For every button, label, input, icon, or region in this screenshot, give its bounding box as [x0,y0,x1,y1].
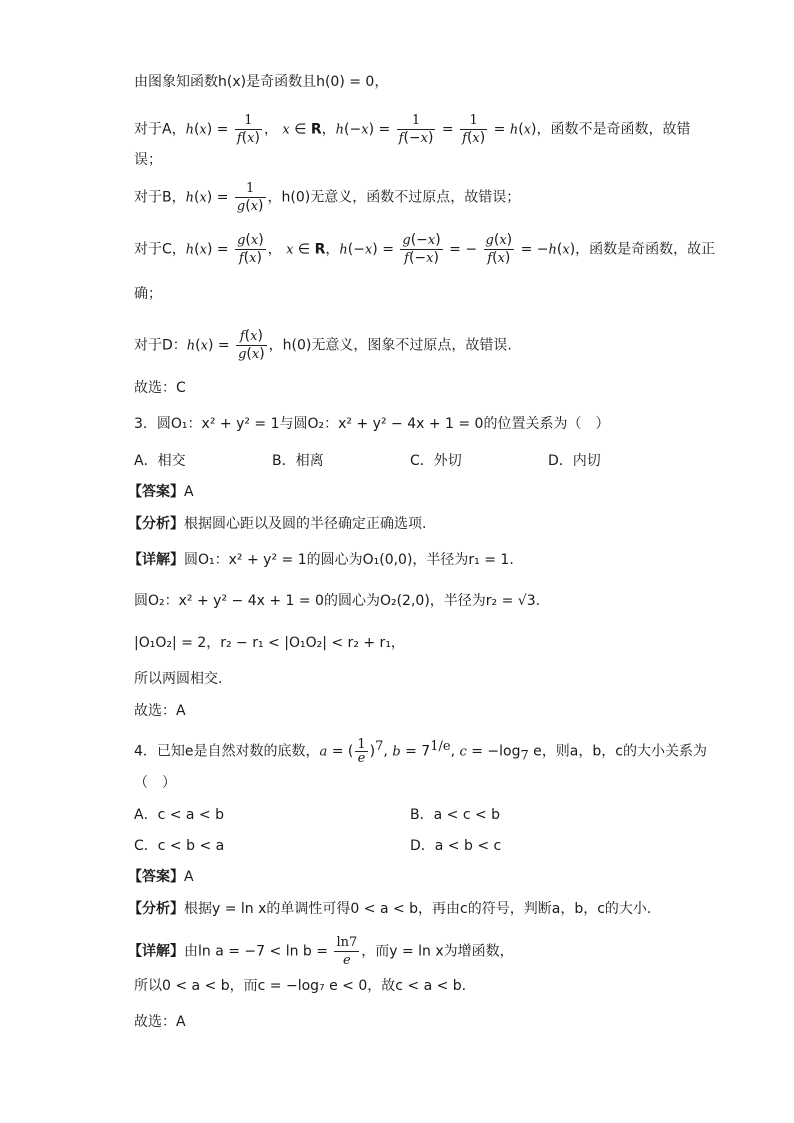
fraction: $\frac{g(x)}{f(x)}$ [485,232,513,266]
text-line: 故选：C [134,380,186,396]
q4-answer [128,867,754,887]
q4-option-c: C．c < b < a [134,838,225,854]
q4-option-a: A．c < a < b [134,807,225,823]
text-line: |O₁O₂| = 2，r₂ − r₁ < |O₁O₂| < r₂ + r₁， [134,635,405,651]
text-line: 故选：A [134,703,186,719]
text-line: 确； [134,286,162,302]
q4-analysis [128,899,754,919]
q3-option-c: C．外切 [410,453,462,469]
text: h(0)无意义，图象不过原点，故错误. [282,337,512,354]
text: ，函数不是奇函数，故错 [536,121,691,138]
label: 对于A， [134,121,186,138]
detail-tag: 【详解】 [128,943,184,960]
q4-detail [128,934,754,969]
q4-option-d: D．a < b < c [410,838,502,854]
q4-suffix: ，则a，b，c的大小关系为 [541,743,707,760]
question-3: 3．圆O₁：x² + y² = 1与圆O₂：x² + y² − 4x + 1 = 0的位置关系为（ ） [134,416,610,432]
option-d-analysis: 对于D：h(x) = $\frac{f(x)}{g(x)}$ ，h(0)无意义，图象不过原点，故错误. [134,328,512,362]
fraction: $\frac{\ln 7}{e}$ [336,935,358,968]
fraction: $\frac{1}{f(x)}$ [462,113,486,146]
fraction: $\frac{f(x)}{g(x)}$ [238,328,265,362]
q4-prefix: 4．已知e是自然对数的底数， [134,743,320,760]
analysis-tag: 【分析】 [128,516,184,532]
option-a-analysis: 对于A，h(x) = $\frac{1}{f(x)}$ ， x ∈ R，h(−x) = $\frac{1}{f(-x)}$ = $\frac{1}{f(x)}$ = h(x)，函数不是奇函数，故错 [134,113,691,146]
text-line: 故选：A [134,1014,186,1030]
answer-value: A [184,869,194,885]
detail-text: ，而y = ln x为增函数， [361,943,514,960]
analysis-tag: 【分析】 [128,901,184,917]
answer-value: A [184,484,194,500]
text-line: 所以0 < a < b，而c = −log₇ e < 0，故c < a < b. [134,978,467,994]
detail-text: 由ln a = −7 < ln b = [184,943,328,960]
answer-tag: 【答案】 [128,869,184,885]
text-line: 所以两圆相交. [134,671,223,687]
q3-analysis [128,514,754,534]
text-line: 误； [134,152,162,168]
fraction: $\frac{g(-x)}{f(-x)}$ [402,232,441,266]
fraction: $\frac{1}{f(x)}$ [236,113,260,146]
label: 对于B， [134,189,186,206]
label: 对于C， [134,241,186,258]
text-line: （ ） [134,775,176,791]
answer-tag: 【答案】 [128,484,184,500]
text: ，函数是奇函数，故正 [575,241,716,258]
option-c-analysis: 对于C，h(x) = $\frac{g(x)}{f(x)}$ ， x ∈ R，h(−x) = $\frac{g(-x)}{f(-x)}$ = − $\frac{g(x)}{f(x)}$ = −h(x)，函数是奇函数，故正 [134,232,716,266]
text: h(0)无意义，函数不过原点，故错误； [281,189,521,206]
fraction: $\frac{1}{f(-x)}$ [398,113,434,146]
question-4: 4．已知e是自然对数的底数，a = ( $\frac{1}{e}$ )$^7$, $b = 7^{1/e}$, $c = -\log_7$ e，则a，b，c的大小关系为 [134,737,707,767]
q3-option-d: D．内切 [548,453,601,469]
q4-option-b: B．a < c < b [410,807,501,823]
text-line: 圆O₂：x² + y² − 4x + 1 = 0的圆心为O₂(2,0)，半径为r₂ = √3. [134,593,541,609]
label: 对于D： [134,337,187,354]
option-b-analysis: 对于B，h(x) = $\frac{1}{g(x)}$ ，h(0)无意义，函数不过原点，故错误； [134,181,521,214]
text-line: 由图象知函数h(x)是奇函数且h(0) = 0， [134,74,389,90]
detail-text: 圆O₁：x² + y² = 1的圆心为O₁(0,0)，半径为r₁ = 1. [184,552,514,568]
analysis-text: 根据圆心距以及圆的半径确定正确选项. [184,516,427,532]
detail-tag: 【详解】 [128,552,184,568]
fraction: $\frac{g(x)}{f(x)}$ [237,232,264,266]
analysis-text: 根据y = ln x的单调性可得0 < a < b，再由c的符号，判断a，b，c的大小. [184,901,652,917]
q3-answer [128,482,754,502]
q3-option-a: A．相交 [134,453,186,469]
q3-detail [128,550,754,570]
fraction: $\frac{1}{e}$ [357,737,366,767]
q3-option-b: B．相离 [272,453,324,469]
fraction: $\frac{1}{g(x)}$ [236,181,264,214]
